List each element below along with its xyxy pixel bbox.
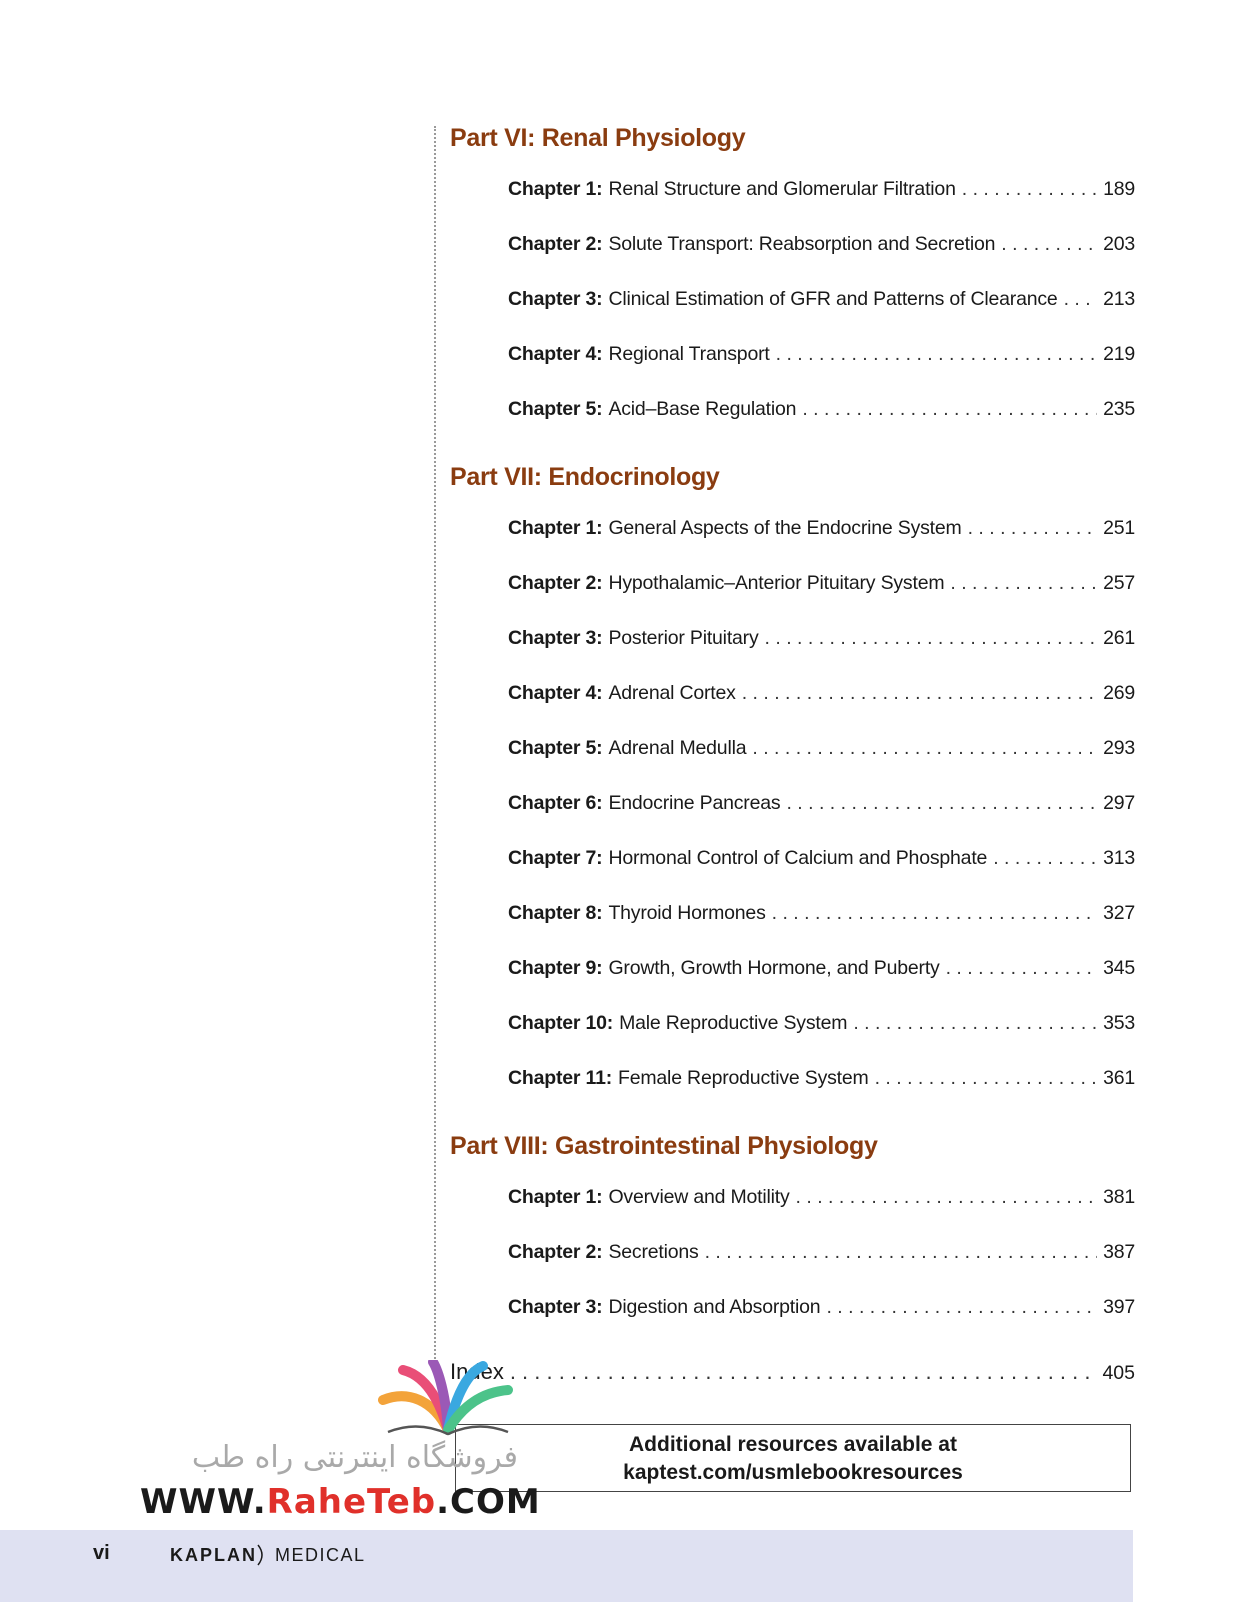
- dot-leader: [796, 1182, 1098, 1212]
- toc-chapter-entry[interactable]: [450, 174, 1135, 229]
- chapter-title: Acid–Base Regulation: [608, 398, 797, 420]
- chapter-page-number: 269: [1103, 682, 1135, 704]
- index-label: Index: [450, 1359, 504, 1384]
- watermark-url-suffix: .COM: [436, 1482, 541, 1522]
- watermark-url-brand: RaheTeb: [266, 1482, 437, 1522]
- chapter-page-number: 313: [1103, 847, 1135, 869]
- chapter-title: Clinical Estimation of GFR and Patterns of Clearance: [608, 288, 1058, 310]
- toc-chapter-entry[interactable]: [450, 568, 1135, 623]
- toc-chapter-entry[interactable]: [450, 953, 1135, 1008]
- raheteb-watermark: [138, 1360, 541, 1522]
- watermark-persian-text: فروشگاه اینترنتی راه طب: [191, 1440, 518, 1475]
- chapter-page-number: 235: [1103, 398, 1135, 420]
- dot-leader: [875, 1063, 1097, 1093]
- chapter-number: Chapter 3:: [508, 627, 603, 649]
- kaplan-brand: KAPLAN: [170, 1545, 257, 1565]
- chapter-number: Chapter 4:: [508, 682, 603, 704]
- chapter-number: Chapter 9:: [508, 957, 603, 979]
- chapter-title: Renal Structure and Glomerular Filtration: [608, 178, 956, 200]
- part-spacer: [450, 1347, 1135, 1355]
- chapter-number: Chapter 11:: [508, 1067, 613, 1089]
- chapter-page-number: 297: [1103, 792, 1135, 814]
- page-folio: vi: [93, 1542, 110, 1564]
- resources-url[interactable]: kaptest.com/usmlebookresources: [623, 1461, 963, 1484]
- dot-leader: [772, 898, 1097, 928]
- toc-chapter-entry[interactable]: [450, 733, 1135, 788]
- chapter-number: Chapter 1:: [508, 178, 603, 200]
- margin-dotted-rule: [434, 126, 436, 1366]
- dot-leader: [968, 513, 1097, 543]
- dot-leader: [946, 953, 1097, 983]
- chapter-page-number: 251: [1103, 517, 1135, 539]
- part-heading: Part VII: Endocrinology: [450, 463, 720, 491]
- chapter-number: Chapter 1:: [508, 517, 603, 539]
- chapter-number: Chapter 5:: [508, 737, 603, 759]
- toc-chapter-entry[interactable]: [450, 339, 1135, 394]
- chapter-number: Chapter 1:: [508, 1186, 603, 1208]
- dot-leader: [742, 678, 1097, 708]
- chapter-number: Chapter 6:: [508, 792, 603, 814]
- watermark-url-prefix: WWW.: [140, 1482, 267, 1522]
- kaplan-medical-logo: [170, 1544, 366, 1566]
- open-book-logo-icon: [378, 1360, 518, 1440]
- toc-chapter-entry[interactable]: [450, 1237, 1135, 1292]
- chapter-number: Chapter 3:: [508, 1296, 603, 1318]
- kaplan-division: MEDICAL: [275, 1545, 366, 1565]
- chapter-number: Chapter 3:: [508, 288, 603, 310]
- chapter-number: Chapter 2:: [508, 233, 603, 255]
- dot-leader: [1001, 229, 1097, 259]
- chapter-title: Regional Transport: [608, 343, 770, 365]
- chapter-number: Chapter 10:: [508, 1012, 614, 1034]
- chapter-title: Growth, Growth Hormone, and Puberty: [608, 957, 940, 979]
- chapter-number: Chapter 7:: [508, 847, 603, 869]
- dot-leader: [705, 1237, 1097, 1267]
- dot-leader: [752, 733, 1097, 763]
- toc-chapter-entry[interactable]: [450, 1292, 1135, 1347]
- toc-chapter-entry[interactable]: [450, 678, 1135, 733]
- chapter-title: Endocrine Pancreas: [608, 792, 781, 814]
- table-of-contents: [450, 118, 1135, 1397]
- resources-line-1: Additional resources available at: [629, 1433, 957, 1456]
- toc-chapter-entry[interactable]: [450, 1063, 1135, 1118]
- chapter-page-number: 203: [1103, 233, 1135, 255]
- chapter-page-number: 293: [1103, 737, 1135, 759]
- dot-leader: [993, 843, 1097, 873]
- chapter-number: Chapter 4:: [508, 343, 603, 365]
- chapter-page-number: 381: [1103, 1186, 1135, 1208]
- toc-chapter-entry[interactable]: [450, 394, 1135, 449]
- chapter-page-number: 353: [1103, 1012, 1135, 1034]
- chapter-page-number: 345: [1103, 957, 1135, 979]
- toc-chapter-entry[interactable]: [450, 843, 1135, 898]
- toc-chapter-entry[interactable]: [450, 788, 1135, 843]
- toc-chapter-entry[interactable]: [450, 623, 1135, 678]
- chapter-title: Adrenal Medulla: [608, 737, 747, 759]
- dot-leader: [950, 568, 1097, 598]
- chapter-page-number: 361: [1103, 1067, 1135, 1089]
- dot-leader: [1064, 284, 1097, 314]
- chapter-page-number: 327: [1103, 902, 1135, 924]
- chapter-number: Chapter 8:: [508, 902, 603, 924]
- chapter-title: Posterior Pituitary: [608, 627, 759, 649]
- chapter-title: Secretions: [608, 1241, 699, 1263]
- dot-leader: [776, 339, 1097, 369]
- chapter-number: Chapter 2:: [508, 572, 603, 594]
- chapter-page-number: 261: [1103, 627, 1135, 649]
- chapter-title: General Aspects of the Endocrine System: [608, 517, 962, 539]
- kaplan-swoosh-icon: [257, 1544, 267, 1566]
- resources-box: [455, 1424, 1131, 1492]
- dot-leader: [853, 1008, 1097, 1038]
- dot-leader: [826, 1292, 1097, 1322]
- chapter-title: Male Reproductive System: [619, 1012, 848, 1034]
- dot-leader: [962, 174, 1097, 204]
- chapter-page-number: 257: [1103, 572, 1135, 594]
- chapter-page-number: 213: [1103, 288, 1135, 310]
- part-heading: Part VIII: Gastrointestinal Physiology: [450, 1132, 878, 1160]
- dot-leader: [786, 788, 1097, 818]
- watermark-url[interactable]: [140, 1482, 541, 1522]
- dot-leader: [802, 394, 1097, 424]
- chapter-title: Hormonal Control of Calcium and Phosphate: [608, 847, 988, 869]
- chapter-title: Overview and Motility: [608, 1186, 790, 1208]
- toc-chapter-entry[interactable]: [450, 284, 1135, 339]
- chapter-title: Hypothalamic–Anterior Pituitary System: [608, 572, 945, 594]
- toc-chapter-entry[interactable]: [450, 898, 1135, 953]
- chapter-number: Chapter 2:: [508, 1241, 603, 1263]
- chapter-title: Thyroid Hormones: [608, 902, 766, 924]
- chapter-page-number: 189: [1103, 178, 1135, 200]
- dot-leader: [765, 623, 1098, 653]
- toc-chapter-entry[interactable]: [450, 229, 1135, 284]
- index-page-number: 405: [1102, 1362, 1135, 1384]
- dot-leader: [510, 1357, 1097, 1387]
- page-footer: [0, 1530, 1133, 1602]
- chapter-title: Solute Transport: Reabsorption and Secretion: [608, 233, 996, 255]
- chapter-page-number: 219: [1103, 343, 1135, 365]
- toc-chapter-entry[interactable]: [450, 513, 1135, 568]
- chapter-title: Adrenal Cortex: [608, 682, 736, 704]
- chapter-title: Digestion and Absorption: [608, 1296, 821, 1318]
- toc-chapter-entry[interactable]: [450, 1008, 1135, 1063]
- chapter-title: Female Reproductive System: [618, 1067, 869, 1089]
- toc-chapter-entry[interactable]: [450, 1182, 1135, 1237]
- part-spacer: [450, 449, 1135, 457]
- chapter-number: Chapter 5:: [508, 398, 603, 420]
- chapter-page-number: 397: [1103, 1296, 1135, 1318]
- part-heading: Part VI: Renal Physiology: [450, 124, 746, 152]
- chapter-page-number: 387: [1103, 1241, 1135, 1263]
- part-spacer: [450, 1118, 1135, 1126]
- toc-index-entry[interactable]: [450, 1357, 1135, 1397]
